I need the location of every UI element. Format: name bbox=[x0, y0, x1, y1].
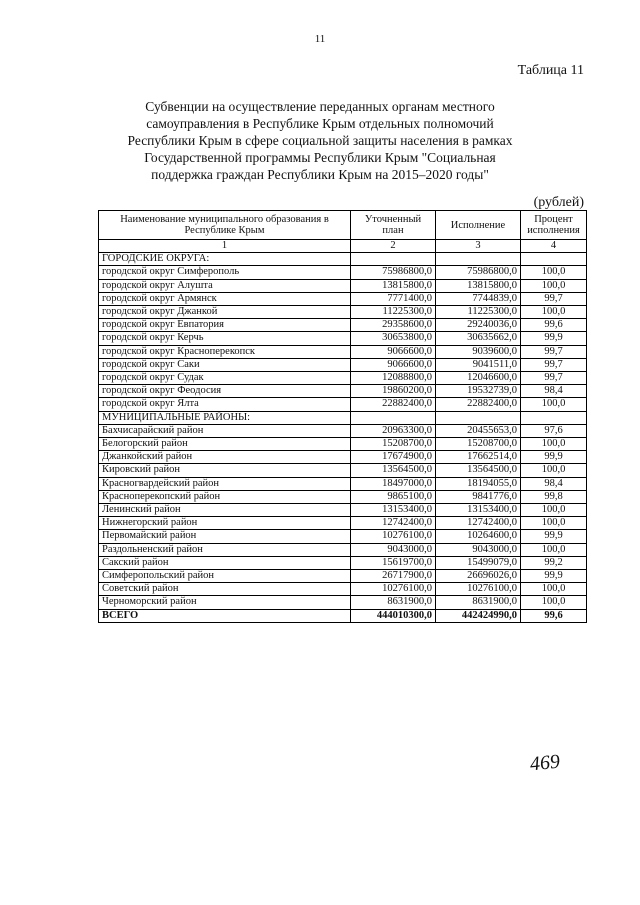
row-name: Кировский район bbox=[99, 464, 351, 477]
units-label: (рублей) bbox=[533, 195, 584, 210]
percent-value: 100,0 bbox=[521, 464, 587, 477]
execution-value: 9841776,0 bbox=[436, 490, 521, 503]
execution-value: 9043000,0 bbox=[436, 543, 521, 556]
percent-value: 98,4 bbox=[521, 477, 587, 490]
execution-value: 15208700,0 bbox=[436, 438, 521, 451]
row-name: городской округ Ялта bbox=[99, 398, 351, 411]
execution-value: 8631900,0 bbox=[436, 596, 521, 609]
table-row bbox=[99, 438, 587, 451]
execution-value: 17662514,0 bbox=[436, 451, 521, 464]
handwritten-page-note: 469 bbox=[528, 750, 562, 776]
header-percent: Процент исполнения bbox=[521, 211, 587, 240]
table-row bbox=[99, 279, 587, 292]
table-row bbox=[99, 424, 587, 437]
row-name: городской округ Армянск bbox=[99, 292, 351, 305]
row-name: Джанкойский район bbox=[99, 451, 351, 464]
column-number: 1 bbox=[99, 240, 351, 253]
execution-value: 13815800,0 bbox=[436, 279, 521, 292]
execution-value: 30635662,0 bbox=[436, 332, 521, 345]
title-line: Республики Крым в сфере социальной защиты населения в рамках bbox=[127, 133, 513, 148]
percent-value: 100,0 bbox=[521, 279, 587, 292]
plan-value: 15208700,0 bbox=[351, 438, 436, 451]
header-name: Наименование муниципального образования в Республике Крым bbox=[99, 211, 351, 240]
table-row bbox=[99, 556, 587, 569]
plan-value: 17674900,0 bbox=[351, 451, 436, 464]
row-name: Советский район bbox=[99, 583, 351, 596]
percent-value: 99,9 bbox=[521, 530, 587, 543]
table-row bbox=[99, 266, 587, 279]
section-row-districts bbox=[99, 411, 587, 424]
table-row bbox=[99, 490, 587, 503]
table-row bbox=[99, 398, 587, 411]
table-row bbox=[99, 517, 587, 530]
plan-value: 29358600,0 bbox=[351, 319, 436, 332]
plan-value: 12742400,0 bbox=[351, 517, 436, 530]
execution-value: 18194055,0 bbox=[436, 477, 521, 490]
column-number: 4 bbox=[521, 240, 587, 253]
section-row-urban bbox=[99, 253, 587, 266]
page-number: 11 bbox=[314, 33, 326, 45]
plan-value: 22882400,0 bbox=[351, 398, 436, 411]
subventions-table bbox=[98, 210, 587, 623]
table-row bbox=[99, 543, 587, 556]
table-row bbox=[99, 570, 587, 583]
percent-value: 99,7 bbox=[521, 358, 587, 371]
execution-value: 26696026,0 bbox=[436, 570, 521, 583]
percent-value: 98,4 bbox=[521, 385, 587, 398]
percent-value: 99,2 bbox=[521, 556, 587, 569]
execution-value: 11225300,0 bbox=[436, 306, 521, 319]
row-name: Симферопольский район bbox=[99, 570, 351, 583]
table-row bbox=[99, 451, 587, 464]
percent-value: 99,6 bbox=[521, 609, 587, 622]
row-name: Сакский район bbox=[99, 556, 351, 569]
row-name: Красногвардейский район bbox=[99, 477, 351, 490]
table-row bbox=[99, 583, 587, 596]
table-row bbox=[99, 596, 587, 609]
document-title bbox=[120, 98, 520, 183]
percent-value: 100,0 bbox=[521, 504, 587, 517]
percent-value: 100,0 bbox=[521, 596, 587, 609]
percent-value: 100,0 bbox=[521, 517, 587, 530]
percent-value: 99,7 bbox=[521, 372, 587, 385]
section-label: ГОРОДСКИЕ ОКРУГА: bbox=[99, 253, 351, 266]
row-name: городской округ Алушта bbox=[99, 279, 351, 292]
title-line: поддержка граждан Республики Крым на 2015–2020 годы" bbox=[151, 167, 489, 182]
row-name: Бахчисарайский район bbox=[99, 424, 351, 437]
plan-value: 26717900,0 bbox=[351, 570, 436, 583]
row-name: городской округ Саки bbox=[99, 358, 351, 371]
plan-value: 10276100,0 bbox=[351, 530, 436, 543]
plan-value: 8631900,0 bbox=[351, 596, 436, 609]
row-name: ВСЕГО bbox=[99, 609, 351, 622]
row-name: городской округ Евпатория bbox=[99, 319, 351, 332]
table-row bbox=[99, 504, 587, 517]
row-name: городской округ Симферополь bbox=[99, 266, 351, 279]
plan-value: 7771400,0 bbox=[351, 292, 436, 305]
execution-value: 13153400,0 bbox=[436, 504, 521, 517]
plan-value: 9865100,0 bbox=[351, 490, 436, 503]
execution-value: 13564500,0 bbox=[436, 464, 521, 477]
percent-value: 99,7 bbox=[521, 345, 587, 358]
execution-value: 29240036,0 bbox=[436, 319, 521, 332]
execution-value: 20455653,0 bbox=[436, 424, 521, 437]
row-name: Красноперекопский район bbox=[99, 490, 351, 503]
percent-value: 100,0 bbox=[521, 306, 587, 319]
percent-value: 99,7 bbox=[521, 292, 587, 305]
execution-value: 10276100,0 bbox=[436, 583, 521, 596]
execution-value: 75986800,0 bbox=[436, 266, 521, 279]
execution-value: 12742400,0 bbox=[436, 517, 521, 530]
percent-value: 100,0 bbox=[521, 266, 587, 279]
plan-value: 75986800,0 bbox=[351, 266, 436, 279]
table-row bbox=[99, 292, 587, 305]
table-row bbox=[99, 477, 587, 490]
plan-value: 10276100,0 bbox=[351, 583, 436, 596]
empty-cell bbox=[521, 253, 587, 266]
plan-value: 12088800,0 bbox=[351, 372, 436, 385]
percent-value: 99,9 bbox=[521, 570, 587, 583]
percent-value: 97,6 bbox=[521, 424, 587, 437]
percent-value: 100,0 bbox=[521, 583, 587, 596]
header-plan: Уточненный план bbox=[351, 211, 436, 240]
percent-value: 100,0 bbox=[521, 543, 587, 556]
row-name: Черноморский район bbox=[99, 596, 351, 609]
plan-value: 15619700,0 bbox=[351, 556, 436, 569]
percent-value: 99,6 bbox=[521, 319, 587, 332]
percent-value: 99,9 bbox=[521, 332, 587, 345]
plan-value: 20963300,0 bbox=[351, 424, 436, 437]
table-row bbox=[99, 372, 587, 385]
plan-value: 18497000,0 bbox=[351, 477, 436, 490]
plan-value: 11225300,0 bbox=[351, 306, 436, 319]
plan-value: 30653800,0 bbox=[351, 332, 436, 345]
section-label: МУНИЦИПАЛЬНЫЕ РАЙОНЫ: bbox=[99, 411, 351, 424]
column-number: 2 bbox=[351, 240, 436, 253]
row-name: Нижнегорский район bbox=[99, 517, 351, 530]
title-line: Субвенции на осуществление переданных органам местного bbox=[145, 99, 495, 114]
plan-value: 13815800,0 bbox=[351, 279, 436, 292]
header-row bbox=[99, 211, 587, 240]
percent-value: 100,0 bbox=[521, 398, 587, 411]
column-number-row bbox=[99, 240, 587, 253]
execution-value: 9039600,0 bbox=[436, 345, 521, 358]
table-row bbox=[99, 464, 587, 477]
row-name: Белогорский район bbox=[99, 438, 351, 451]
empty-cell bbox=[351, 253, 436, 266]
table-row bbox=[99, 358, 587, 371]
header-execution: Исполнение bbox=[436, 211, 521, 240]
empty-cell bbox=[436, 253, 521, 266]
table-row bbox=[99, 530, 587, 543]
execution-value: 10264600,0 bbox=[436, 530, 521, 543]
execution-value: 22882400,0 bbox=[436, 398, 521, 411]
table-row bbox=[99, 319, 587, 332]
plan-value: 444010300,0 bbox=[351, 609, 436, 622]
plan-value: 9066600,0 bbox=[351, 358, 436, 371]
row-name: городской округ Керчь bbox=[99, 332, 351, 345]
row-name: городской округ Судак bbox=[99, 372, 351, 385]
plan-value: 13153400,0 bbox=[351, 504, 436, 517]
table-body bbox=[99, 253, 587, 623]
execution-value: 7744839,0 bbox=[436, 292, 521, 305]
plan-value: 19860200,0 bbox=[351, 385, 436, 398]
title-line: Государственной программы Республики Крым "Социальная bbox=[144, 150, 496, 165]
row-name: Ленинский район bbox=[99, 504, 351, 517]
plan-value: 13564500,0 bbox=[351, 464, 436, 477]
plan-value: 9043000,0 bbox=[351, 543, 436, 556]
empty-cell bbox=[521, 411, 587, 424]
execution-value: 19532739,0 bbox=[436, 385, 521, 398]
execution-value: 15499079,0 bbox=[436, 556, 521, 569]
execution-value: 442424990,0 bbox=[436, 609, 521, 622]
percent-value: 99,9 bbox=[521, 451, 587, 464]
row-name: городской округ Феодосия bbox=[99, 385, 351, 398]
percent-value: 100,0 bbox=[521, 438, 587, 451]
percent-value: 99,8 bbox=[521, 490, 587, 503]
table-label: Таблица 11 bbox=[517, 63, 584, 78]
empty-cell bbox=[436, 411, 521, 424]
table-row bbox=[99, 332, 587, 345]
table-row bbox=[99, 306, 587, 319]
plan-value: 9066600,0 bbox=[351, 345, 436, 358]
execution-value: 9041511,0 bbox=[436, 358, 521, 371]
table-row bbox=[99, 385, 587, 398]
row-name: городской округ Красноперекопск bbox=[99, 345, 351, 358]
row-name: Раздольненский район bbox=[99, 543, 351, 556]
table-row bbox=[99, 345, 587, 358]
title-line: самоуправления в Республике Крым отдельных полномочий bbox=[146, 116, 494, 131]
empty-cell bbox=[351, 411, 436, 424]
row-name: Первомайский район bbox=[99, 530, 351, 543]
row-name: городской округ Джанкой bbox=[99, 306, 351, 319]
execution-value: 12046600,0 bbox=[436, 372, 521, 385]
column-number: 3 bbox=[436, 240, 521, 253]
total-row bbox=[99, 609, 587, 622]
